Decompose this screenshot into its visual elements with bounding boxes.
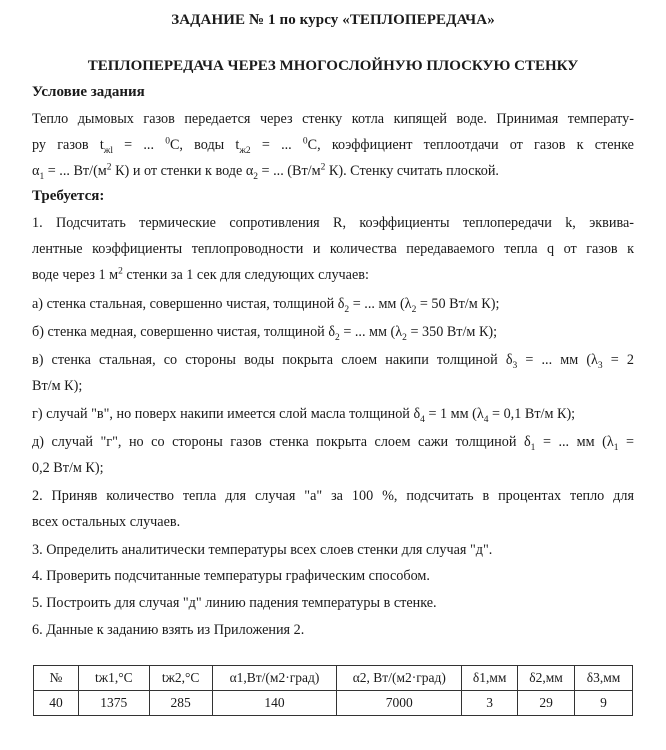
case-b [32,323,634,341]
text-run: = 0,1 Вт/м К); [488,406,576,422]
text-run: С, воды t [169,137,240,153]
text-run: = ... мм (λ [339,324,403,340]
subscript: ж2 [239,145,251,156]
table-cell: 285 [149,691,212,716]
topic-title: ТЕПЛОПЕРЕДАЧА ЧЕРЕЗ МНОГОСЛОЙНУЮ ПЛОСКУЮ СТЕНКУ [87,58,579,74]
case-e-line-2: 0,2 Вт/м К); [32,460,104,476]
column-header: tж1,°С [78,666,149,691]
subscript: 1 [613,442,619,453]
condition-line-1: Тепло дымовых газов передается через стенку котла кипящей воде. Принимая температу- [32,111,634,127]
item-5: 5. Построить для случая "д" линию падения температуры в стенке. [32,595,437,611]
condition-line-2 [32,136,634,154]
column-header: δ2,мм [518,666,575,691]
text-run: = ... мм (λ [517,352,598,368]
subscript: 2 [253,171,258,182]
text-run: ру газов t [32,137,104,153]
text-run: = 1 мм (λ [424,406,484,422]
column-header: tж2,°С [149,666,212,691]
text-run: а) стенка стальная, совершенно чистая, толщиной δ [32,296,345,312]
table-header-row [34,666,633,691]
superscript: 2 [118,266,123,277]
item-4: 4. Проверить подсчитанные температуры графическим способом. [32,568,430,584]
text-run: в) стенка стальная, со стороны воды покрыта слоем накипи толщиной δ [32,352,513,368]
superscript: 0 [165,136,170,147]
item-2-line-1: 2. Приняв количество тепла для случая "а" за 100 %, подсчитать в процентах тепло для [32,488,634,504]
case-e-line-1 [32,433,634,451]
table-cell: 29 [518,691,575,716]
text-run: воде через 1 м [32,267,119,283]
column-header: δ3,мм [575,666,633,691]
text-run: д) случай "г", но со стороны газов стенка покрыта слоем сажи толщиной δ [32,434,531,450]
item-6: 6. Данные к заданию взять из Приложения 2. [32,622,305,638]
text-run: = ... [250,137,303,153]
subscript: 1 [39,171,45,182]
item-3: 3. Определить аналитически температуры всех слоев стенки для случая "д". [32,542,493,558]
subscript: жl [103,145,113,156]
item-1-line-1: 1. Подсчитать термические сопротивления R, коэффициенты теплопередачи k, эквива- [32,215,634,231]
superscript: 2 [320,162,326,173]
subscript: 1 [530,442,536,453]
text-run: α [32,163,40,179]
data-table [33,665,633,716]
subscript: 2 [344,304,350,315]
subscript: 2 [411,304,417,315]
required-heading: Требуется: [32,188,105,204]
assignment-title: ЗАДАНИЕ № 1 по курсу «ТЕПЛОПЕРЕДАЧА» [171,12,495,28]
text-run: стенки за 1 сек для следующих случаев: [122,267,369,283]
table-cell: 3 [462,691,518,716]
text-run: = 350 Вт/м К); [406,324,498,340]
subscript: 3 [597,360,603,371]
table-cell: 140 [212,691,337,716]
case-c-line-2: Вт/м К); [32,378,83,394]
column-header: δ1,мм [462,666,518,691]
text-run: К). Стенку считать плоской. [325,163,499,179]
case-c-line-1 [32,351,634,369]
text-run: К) и от стенки к воде α [111,163,254,179]
text-run: г) случай "в", но поверх накипи имеется слой масла толщиной δ [32,406,421,422]
superscript: 2 [106,162,112,173]
table-row [34,691,633,716]
column-header: α2, Вт/(м2·град) [337,666,462,691]
item-2-line-2: всех остальных случаев. [32,514,181,530]
text-run: С, коэффициент теплоотдачи от газов к стенке [307,137,634,153]
subscript: 2 [335,332,340,343]
text-run: = [618,434,634,450]
table-cell: 40 [34,691,79,716]
case-a [32,295,634,313]
text-run: = ... (Вт/м [258,163,321,179]
text-run: = ... Вт/(м [44,163,107,179]
subscript: 4 [420,414,425,425]
item-1-line-2: лентные коэффициенты теплопроводности и количества передаваемого тепла q от газов к [32,241,634,257]
subscript: 4 [483,414,489,425]
case-d [32,405,634,423]
text-run: = 50 Вт/м К); [416,296,500,312]
subscript: 3 [512,360,518,371]
text-run: = 2 [602,352,634,368]
condition-heading: Условие задания [32,84,145,100]
subscript: 2 [402,332,407,343]
superscript: 0 [302,136,308,147]
condition-line-3 [32,162,634,180]
item-1-line-3 [32,266,634,284]
text-run: = ... мм (λ [349,296,412,312]
text-run: б) стенка медная, совершенно чистая, толщиной δ [32,324,336,340]
table-cell: 9 [575,691,633,716]
text-run: = ... мм (λ [535,434,614,450]
table-cell: 1375 [78,691,149,716]
column-header: № [34,666,79,691]
column-header: α1,Вт/(м2·град) [212,666,337,691]
table-cell: 7000 [337,691,462,716]
text-run: = ... [112,137,166,153]
